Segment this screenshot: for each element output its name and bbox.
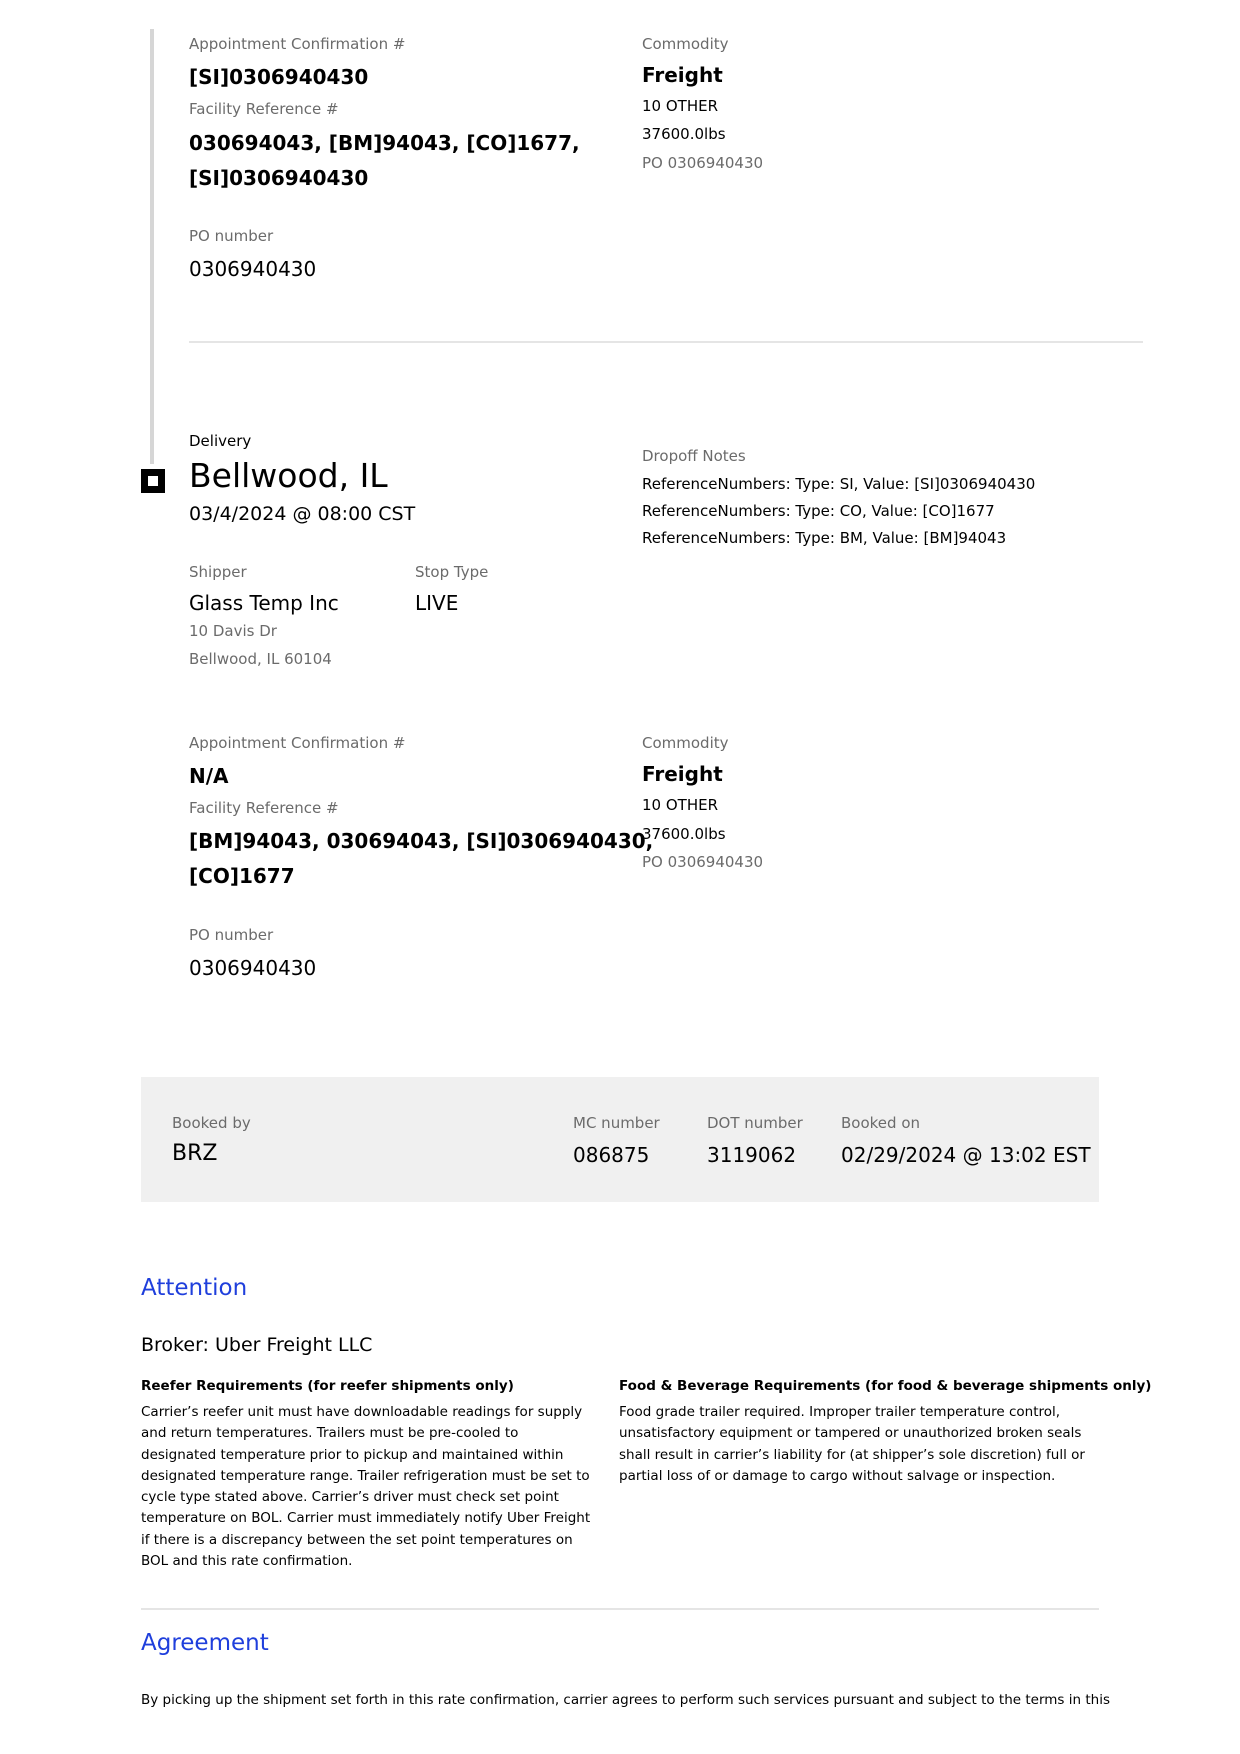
dot-number-value: 3119062 bbox=[707, 1143, 797, 1167]
appt-confirmation-value: [SI]0306940430 bbox=[189, 65, 369, 89]
delivery-appt-confirmation-label: Appointment Confirmation # bbox=[189, 734, 406, 752]
commodity-po: PO 0306940430 bbox=[642, 154, 764, 172]
delivery-city: Bellwood, IL bbox=[189, 456, 388, 495]
delivery-facility-reference-line1: [BM]94043, 030694043, [SI]0306940430, bbox=[189, 829, 654, 853]
stop-type-value: LIVE bbox=[415, 591, 459, 615]
reefer-requirements-title: Reefer Requirements (for reefer shipments only) bbox=[141, 1378, 514, 1394]
delivery-commodity-weight: 37600.0lbs bbox=[642, 825, 726, 843]
stop-type-label: Stop Type bbox=[415, 563, 489, 581]
shipper-address-line1: 10 Davis Dr bbox=[189, 622, 277, 640]
delivery-facility-reference-label: Facility Reference # bbox=[189, 799, 339, 817]
delivery-facility-reference-line2: [CO]1677 bbox=[189, 864, 295, 888]
dropoff-note-3: ReferenceNumbers: Type: BM, Value: [BM]94043 bbox=[642, 529, 1007, 547]
booking-info-panel bbox=[141, 1077, 1099, 1202]
delivery-po-number-value: 0306940430 bbox=[189, 956, 317, 980]
booked-on-label: Booked on bbox=[841, 1114, 920, 1132]
delivery-commodity-po: PO 0306940430 bbox=[642, 853, 764, 871]
booked-on-value: 02/29/2024 @ 13:02 EST bbox=[841, 1143, 1091, 1167]
stop-timeline-line bbox=[150, 29, 154, 464]
attention-heading: Attention bbox=[141, 1275, 248, 1301]
facility-reference-line2: [SI]0306940430 bbox=[189, 166, 369, 190]
delivery-commodity-quantity: 10 OTHER bbox=[642, 796, 719, 814]
delivery-commodity-name: Freight bbox=[642, 762, 723, 786]
booked-by-label: Booked by bbox=[172, 1114, 251, 1132]
commodity-quantity: 10 OTHER bbox=[642, 97, 719, 115]
commodity-label: Commodity bbox=[642, 35, 729, 53]
agreement-text: By picking up the shipment set forth in this rate confirmation, carrier agrees to perform such services pursuant and subject to the terms in this bbox=[141, 1692, 1110, 1708]
facility-reference-label: Facility Reference # bbox=[189, 100, 339, 118]
delivery-datetime: 03/4/2024 @ 08:00 CST bbox=[189, 503, 416, 525]
shipper-name: Glass Temp Inc bbox=[189, 591, 339, 615]
stop-divider bbox=[189, 341, 1143, 343]
dropoff-note-1: ReferenceNumbers: Type: SI, Value: [SI]0306940430 bbox=[642, 475, 1036, 493]
food-requirements-title: Food & Beverage Requirements (for food & beverage shipments only) bbox=[619, 1378, 1152, 1394]
broker-name: Broker: Uber Freight LLC bbox=[141, 1334, 373, 1356]
commodity-name: Freight bbox=[642, 63, 723, 87]
mc-number-value: 086875 bbox=[573, 1143, 650, 1167]
shipper-address-line2: Bellwood, IL 60104 bbox=[189, 650, 332, 668]
delivery-appt-confirmation-value: N/A bbox=[189, 764, 229, 788]
booked-by-value: BRZ bbox=[172, 1141, 218, 1166]
shipper-label: Shipper bbox=[189, 563, 247, 581]
agreement-heading: Agreement bbox=[141, 1630, 269, 1656]
po-number-value: 0306940430 bbox=[189, 257, 317, 281]
agreement-divider bbox=[141, 1608, 1099, 1610]
dropoff-note-2: ReferenceNumbers: Type: CO, Value: [CO]1677 bbox=[642, 502, 995, 520]
delivery-po-number-label: PO number bbox=[189, 926, 274, 944]
dropoff-notes-label: Dropoff Notes bbox=[642, 447, 746, 465]
stop-type-heading: Delivery bbox=[189, 432, 252, 450]
stop-square-icon bbox=[141, 469, 165, 493]
reefer-requirements-text: Carrier’s reefer unit must have downloadable readings for supply and return temperatures. Trailers must be pre-cooled to designated temperature prior to pickup and maintained within designated temperature range. Trailer refrigeration must be set to cycle type stated above. Carrier’s driver must check set point temperature on BOL. Carrier must immediately notify Uber Freight if there is a discrepancy between the set point temperatures on BOL and this rate confirmation. bbox=[141, 1404, 591, 1570]
appt-confirmation-label: Appointment Confirmation # bbox=[189, 35, 406, 53]
mc-number-label: MC number bbox=[573, 1114, 660, 1132]
facility-reference-line1: 030694043, [BM]94043, [CO]1677, bbox=[189, 131, 580, 155]
dot-number-label: DOT number bbox=[707, 1114, 803, 1132]
delivery-commodity-label: Commodity bbox=[642, 734, 729, 752]
food-requirements-text: Food grade trailer required. Improper trailer temperature control, unsatisfactory equipment or tampered or unauthorized broken seals shall result in carrier’s liability for (at shipper’s sole discretion) full or partial loss of or damage to cargo without salvage or inspection. bbox=[619, 1404, 1085, 1484]
commodity-weight: 37600.0lbs bbox=[642, 125, 726, 143]
po-number-label: PO number bbox=[189, 227, 274, 245]
